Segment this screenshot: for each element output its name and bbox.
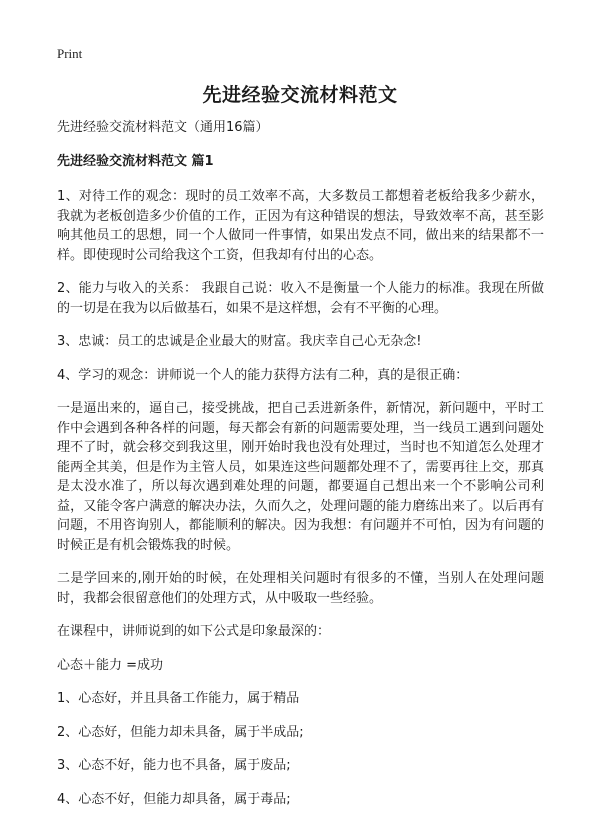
list-item: 4、心态不好，但能力却具备，属于毒品;: [57, 791, 291, 807]
list-item: 1、心态好，并且具备工作能力，属于精品: [57, 691, 300, 706]
paragraph: 3、忠诚：员工的忠诚是企业最大的财富。我庆幸自己心无杂念!: [57, 334, 422, 349]
subtitle: 先进经验交流材料范文（通用16篇）: [57, 120, 269, 135]
paragraph: 二是学回来的,刚开始的时候，在处理相关问题时有很多的不懂，当别人在处理问题时，我都会很留意他们的处理方式，从中吸取一些经验。: [57, 571, 544, 606]
paragraph: 2、能力与收入的关系： 我跟自己说：收入不是衡量一个人能力的标准。我现在所做的一切是在我为以后做基石，如果不是这样想，会有不平衡的心理。: [57, 281, 544, 316]
page-title: 先进经验交流材料范文: [202, 84, 398, 106]
list-item: 3、心态不好，能力也不具备，属于废品;: [57, 758, 291, 773]
section-heading: 先进经验交流材料范文 篇1: [57, 153, 214, 169]
paragraph: 1、对待工作的观念：现时的员工效率不高，大多数员工都想着老板给我多少薪水，我就为老板创造多少价值的工作，正因为有这种错误的想法，导致效率不高，甚至影响其他员工的思想，同一个人做同一件事情，如果出发点不同，做出来的结果都不一样。即使现时公司给我这个工资，但我却有付出的心态。: [57, 189, 544, 263]
paragraph: 一是逼出来的，逼自己，接受挑战，把自己丢进新条件，新情况，新问题中，平时工作中会遇到各种各样的问题，每天都会有新的问题需要处理，当一线员工遇到问题处理不了时，就会移交到我这里，刚开始时我也没有处理过，当时也不知道怎么处理才能两全其美，但是作为主管人员，如果连这些问题都处理不了，需要再往上交，那真是太没水准了，所以每次遇到难处理的问题，都要逼自己想出来一个不影响公司利益，又能令客户满意的解决办法，久而久之，处理问题的能力磨练出来了。以后再有问题，不用咨询别人，都能顺利的解决。因为我想：有问题并不可怕，因为有问题的时候正是有机会锻炼我的时候。: [57, 401, 544, 553]
list-item: 2、心态好，但能力却未具备，属于半成品;: [57, 724, 304, 740]
print-link[interactable]: Print: [57, 46, 83, 61]
article-body: [57, 118, 544, 823]
formula: 心态＋能力 =成功: [57, 657, 164, 673]
paragraph: 4、学习的观念：讲师说一个人的能力获得方法有二种，真的是很正确：: [57, 367, 469, 383]
paragraph: 在课程中，讲师说到的如下公式是印象最深的：: [57, 624, 331, 639]
